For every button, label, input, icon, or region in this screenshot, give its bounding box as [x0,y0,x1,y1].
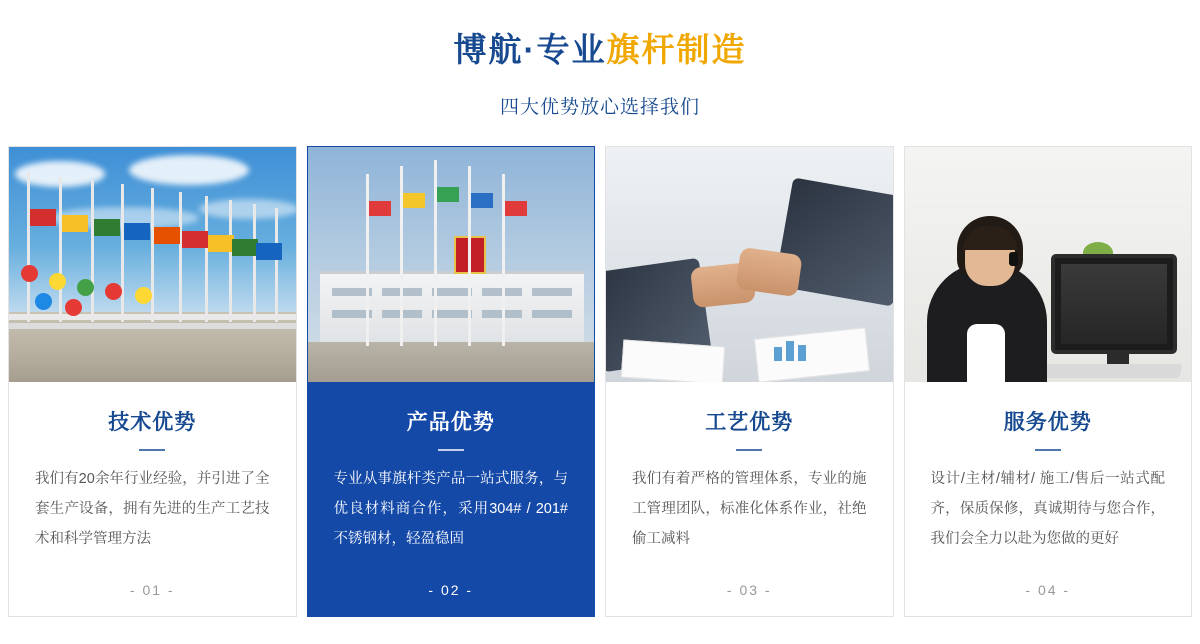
page-title [0,30,1200,70]
advantage-card-4-text: 设计/主材/辅材/ 施工/售后一站式配齐，保质保修，真诚期待与您合作，我们会全力以赴为您做的更好 [930,470,1165,547]
page-subtitle: 四大优势放心选择我们 [499,96,700,118]
advantage-card-4-title: 服务优势 [1003,410,1092,434]
page-title-part2: 旗杆制造 [606,31,747,68]
advantage-card-1-title: 技术优势 [108,410,197,434]
advantage-card-3-title: 工艺优势 [705,410,794,434]
advantage-card-3-text: 我们有着严格的管理体系，专业的施工管理团队，标准化体系作业，社绝偷工减料 [632,470,867,547]
title-divider [1035,449,1061,451]
advantage-card-list [0,146,1200,617]
title-divider [139,449,165,451]
section-header [0,0,1200,119]
handshake-photo [606,147,893,382]
advantage-card-4-number: - 04 - [1025,581,1071,598]
factory-flagpoles-photo [308,147,595,382]
title-divider [438,449,464,451]
advantage-card-1-text: 我们有20余年行业经验，并引进了全套生产设备，拥有先进的生产工艺技术和科学管理方法 [35,470,270,547]
advantage-card-1[interactable] [8,146,297,617]
advantage-card-1-number: - 01 - [129,581,175,598]
title-divider [736,449,762,451]
page-title-part1: 博航·专业 [453,31,607,68]
advantage-card-2[interactable] [307,146,596,617]
flag-plaza-photo [9,147,296,382]
advantage-card-2-title: 产品优势 [406,410,495,434]
advantage-card-2-text: 专业从事旗杆类产品一站式服务，与优良材料商合作，采用304# / 201#不锈钢材，轻盈稳固 [333,470,568,547]
advantage-card-3[interactable] [605,146,894,617]
advantage-card-2-number: - 02 - [428,581,474,598]
advantage-card-3-number: - 03 - [726,581,772,598]
customer-service-agent-photo [905,147,1192,382]
advantage-card-4[interactable] [904,146,1193,617]
